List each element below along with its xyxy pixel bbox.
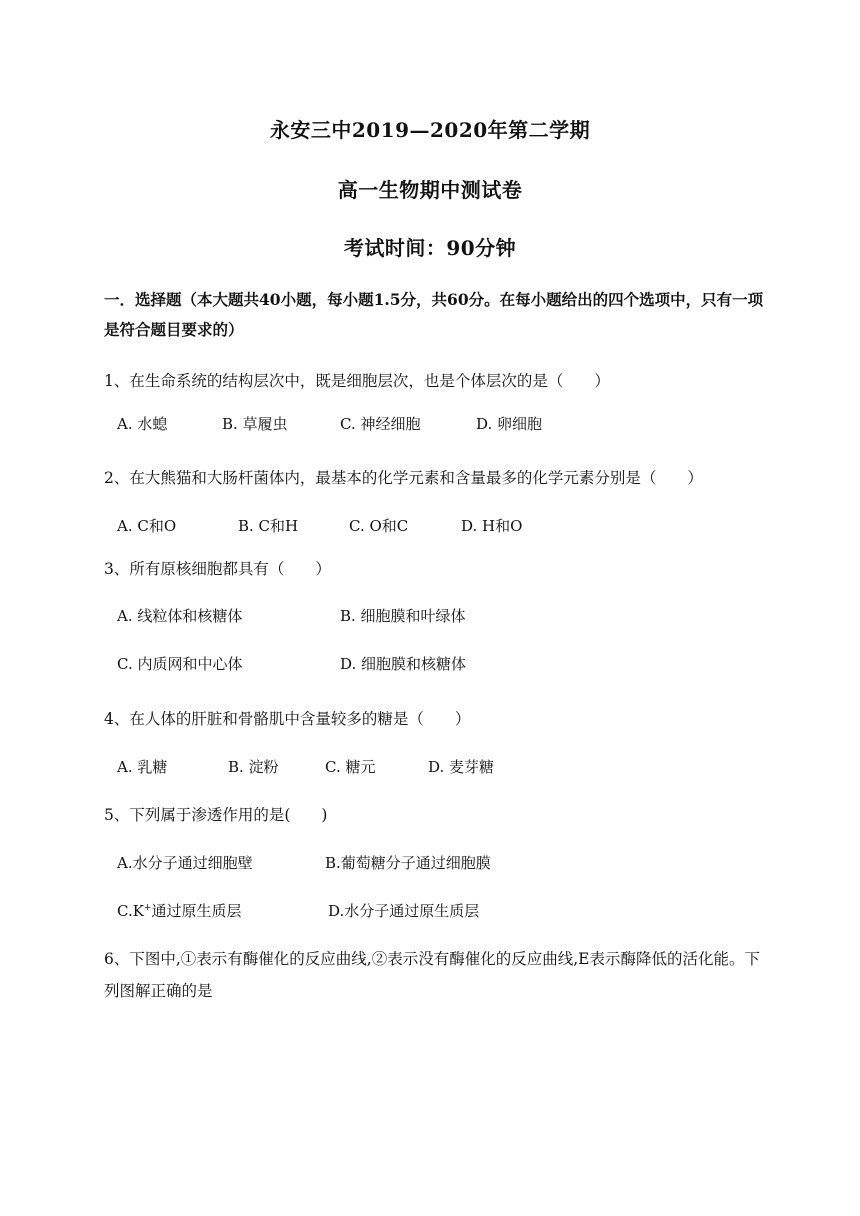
question-3-option-c: C. 内质网和中心体 [117, 655, 243, 673]
question-5-option-c-superscript: + [143, 903, 152, 913]
question-1-option-d: D. 卵细胞 [476, 415, 543, 433]
question-5-option-c-rest: 通过原生质层 [151, 902, 242, 920]
question-4-option-d: D. 麦芽糖 [428, 758, 495, 776]
exam-time: 考试时间：90分钟 [343, 236, 517, 260]
question-2-option-a: A. C和O [117, 517, 177, 535]
school-term-title: 永安三中2019—2020年第二学期 [269, 118, 591, 142]
question-5-option-b: B.葡萄糖分子通过细胞膜 [325, 854, 491, 872]
question-4-option-b: B. 淀粉 [228, 758, 279, 776]
question-1-stem: 1、在生命系统的结构层次中，既是细胞层次，也是个体层次的是（ ） [104, 372, 610, 390]
question-3-option-a: A. 线粒体和核糖体 [117, 607, 243, 625]
question-4-stem: 4、在人体的肝脏和骨骼肌中含量较多的糖是（ ） [104, 710, 471, 728]
question-5-stem: 5、下列属于渗透作用的是( ) [104, 806, 328, 824]
question-6-stem: 6、下图中,①表示有酶催化的反应曲线,②表示没有酶催化的反应曲线,E表示酶降低的活化能。下列图解正确的是 [104, 950, 760, 1000]
question-5-option-d: D.水分子通过原生质层 [328, 902, 480, 920]
question-2-option-c: C. O和C [349, 517, 409, 535]
question-4-option-a: A. 乳糖 [117, 758, 168, 776]
question-3-stem: 3、所有原核细胞都具有（ ） [104, 560, 331, 578]
question-1-option-c: C. 神经细胞 [340, 415, 421, 433]
question-5-option-c [117, 900, 241, 921]
question-2-option-d: D. H和O [461, 517, 523, 535]
question-4-option-c: C. 糖元 [325, 758, 376, 776]
question-3-option-b: B. 细胞膜和叶绿体 [340, 607, 466, 625]
question-5-option-a: A.水分子通过细胞壁 [117, 854, 253, 872]
exam-title: 高一生物期中测试卷 [337, 178, 523, 202]
question-1-option-b: B. 草履虫 [222, 415, 288, 433]
question-2-option-b: B. C和H [238, 517, 299, 535]
section-heading: 一．选择题（本大题共40小题，每小题1.5分，共60分。在每小题给出的四个选项中，只有一项是符合题目要求的） [104, 290, 764, 339]
question-5-option-c-prefix: C.K [117, 902, 144, 920]
question-3-option-d: D. 细胞膜和核糖体 [340, 655, 467, 673]
question-1-option-a: A. 水螅 [117, 415, 168, 433]
question-2-stem: 2、在大熊猫和大肠杆菌体内，最基本的化学元素和含量最多的化学元素分别是（ ） [104, 469, 703, 487]
